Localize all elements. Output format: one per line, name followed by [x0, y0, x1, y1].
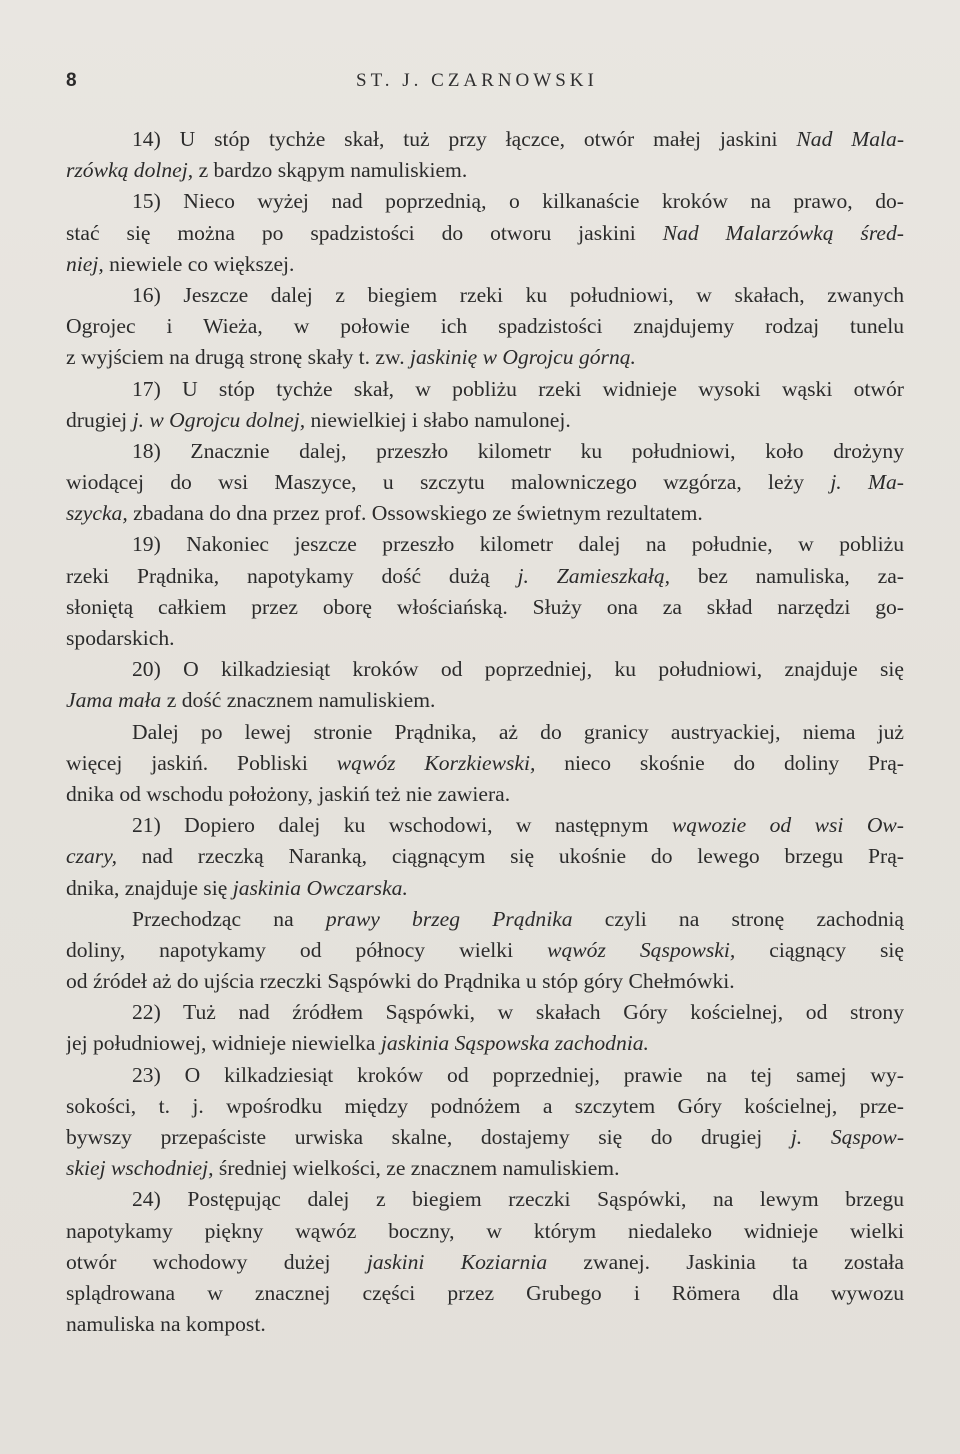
text-line — [66, 1184, 904, 1215]
text-line — [66, 1122, 904, 1153]
text-run: słoniętą całkiem przez oborę włościańską. Służy ona za skład narzędzi go- — [66, 594, 904, 619]
text-run: ciągnący się — [735, 937, 904, 962]
italic-text: jaskini Koziarnia — [366, 1249, 548, 1274]
text-run: więcej jaskiń. Pobliski — [66, 750, 337, 775]
text-line — [66, 935, 904, 966]
paragraph — [66, 529, 904, 654]
text-run: otwór wchodowy dużej — [66, 1249, 367, 1274]
text-run: 20) O kilkadziesiąt kroków od poprzedniej, ku południowi, znajduje się — [132, 657, 904, 682]
paragraph — [66, 997, 904, 1059]
text-run: z wyjściem na drugą stronę skały t. zw. — [66, 345, 411, 370]
text-line — [66, 685, 904, 716]
text-run: 14) U stóp tychże skał, tuż przy łączce, otwór małej jaskini — [132, 127, 797, 151]
italic-text: wąwozie od wsi Ow- — [671, 813, 904, 838]
text-line — [66, 1216, 904, 1247]
text-line — [66, 249, 904, 280]
italic-text: j. Zamieszkałą, — [517, 563, 671, 588]
text-line — [66, 997, 904, 1028]
italic-text: niej, — [66, 251, 104, 276]
italic-text: jaskinia Sąspowska zachodnia. — [380, 1031, 649, 1056]
paragraph — [66, 374, 904, 436]
paragraph — [66, 654, 904, 716]
italic-text: j. Sąspow- — [790, 1125, 904, 1149]
text-run: z dość znacznem namuliskiem. — [161, 688, 436, 713]
text-run: Dalej po lewej stronie Prądnika, aż do granicy austryackiej, niema już — [132, 719, 904, 744]
italic-text: wąwóz Sąspowski, — [547, 937, 736, 962]
text-run: 15) Nieco wyżej nad poprzednią, o kilkanaście kroków na prawo, do- — [132, 189, 904, 214]
text-run: 24) Postępując dalej z biegiem rzeczki Sąspówki, na lewym brzegu — [132, 1187, 904, 1212]
paragraph — [66, 1184, 904, 1340]
text-line — [66, 841, 904, 872]
text-run: 22) Tuż nad źródłem Sąspówki, w skałach Góry kościelnej, od strony — [132, 1000, 904, 1025]
text-run: Przechodząc na — [132, 906, 326, 931]
italic-text: prawy brzeg Prądnika — [325, 906, 573, 931]
italic-text: Nad Mala- — [796, 127, 904, 151]
text-line — [66, 467, 904, 498]
text-run: bywszy przepaściste urwiska skalne, dostajemy się do drugiej — [66, 1125, 791, 1149]
page-header — [66, 70, 902, 100]
text-run: sokości, t. j. wpośrodku między podnóżem a szczytem Góry kościelnej, prze- — [66, 1093, 904, 1118]
text-line — [66, 717, 904, 748]
paragraph — [66, 186, 904, 280]
italic-text: czary, — [66, 844, 117, 869]
italic-text: j. Ma- — [830, 470, 904, 495]
text-line — [66, 966, 904, 997]
text-run: spodarskich. — [66, 626, 175, 650]
paragraph — [66, 124, 904, 186]
text-line — [66, 405, 904, 436]
text-run: bez namuliska, za- — [670, 563, 904, 588]
text-run: niewiele co większej. — [103, 251, 295, 276]
text-line — [66, 1278, 904, 1309]
paragraph — [66, 436, 904, 530]
text-run: niewielkiej i słabo namulonej. — [305, 407, 571, 432]
running-head: ST. J. CZARNOWSKI — [356, 70, 598, 91]
italic-text: szycka, — [66, 501, 128, 526]
text-line — [66, 311, 904, 342]
text-run: od źródeł aż do ujścia rzeczki Sąspówki do Prądnika u stóp góry Chełmówki. — [66, 969, 735, 994]
text-run: czyli na stronę zachodnią — [572, 906, 904, 931]
paragraph — [66, 1060, 904, 1185]
text-run: 23) O kilkadziesiąt kroków od poprzedniej, prawie na tej samej wy- — [132, 1062, 904, 1087]
text-line — [66, 1153, 904, 1184]
text-line — [66, 810, 904, 841]
paragraph — [66, 717, 904, 811]
text-run: nad rzeczką Naranką, ciągnącym się ukośnie do lewego brzegu Prą- — [116, 844, 904, 869]
paragraph — [66, 280, 904, 374]
text-line — [66, 1309, 904, 1340]
text-run: średniej wielkości, ze znacznem namuliskiem. — [213, 1156, 620, 1181]
text-line — [66, 623, 904, 654]
text-run: namuliska na kompost. — [66, 1312, 266, 1337]
text-run: zbadana do dna przez prof. Ossowskiego ze świetnym rezultatem. — [127, 501, 703, 526]
text-run: 19) Nakoniec jeszcze przeszło kilometr dalej na południe, w pobliżu — [132, 532, 904, 557]
text-run: 21) Dopiero dalej ku wschodowi, w następnym — [132, 813, 672, 838]
paragraph — [66, 904, 904, 998]
italic-text: rzówką dolnej, — [66, 158, 194, 183]
text-line — [66, 561, 904, 592]
text-run: splądrowana w znacznej części przez Grubego i Römera dla wywozu — [66, 1280, 904, 1305]
text-line — [66, 498, 904, 529]
text-run: rzeki Prądnika, napotykamy dość dużą — [66, 563, 518, 588]
text-run: z bardzo skąpym namuliskiem. — [193, 158, 468, 183]
text-line — [66, 1060, 904, 1091]
text-line — [66, 779, 904, 810]
text-line — [66, 529, 904, 560]
italic-text: Jama mała — [66, 688, 162, 713]
text-line — [66, 1091, 904, 1122]
text-run: 17) U stóp tychże skał, w pobliżu rzeki widnieje wysoki wąski otwór — [132, 376, 904, 401]
text-run: wiodącej do wsi Maszyce, u szczytu malowniczego wzgórza, leży — [66, 470, 831, 495]
text-line — [66, 654, 904, 685]
text-line — [66, 748, 904, 779]
text-line — [66, 436, 904, 467]
text-line — [66, 904, 904, 935]
text-run: dnika, znajduje się — [66, 875, 233, 900]
italic-text: jaskinię w Ogrojcu górną. — [410, 345, 636, 370]
text-run: jej południowej, widnieje niewielka — [66, 1031, 381, 1056]
text-line — [66, 374, 904, 405]
text-run: zwanej. Jaskinia ta została — [547, 1249, 904, 1274]
italic-text: j. w Ogrojcu dolnej, — [132, 407, 306, 432]
italic-text: Nad Malarzówką śred- — [662, 220, 904, 245]
text-line — [66, 1247, 904, 1278]
text-line — [66, 155, 904, 186]
page-number: 8 — [66, 70, 77, 91]
text-line — [66, 186, 904, 217]
text-line — [66, 1028, 904, 1059]
text-run: nieco skośnie do doliny Prą- — [535, 750, 904, 775]
text-run: stać się można po spadzistości do otworu jaskini — [66, 220, 663, 245]
text-run: doliny, napotykamy od północy wielki — [66, 937, 548, 962]
text-run: drugiej — [66, 407, 133, 432]
text-line — [66, 124, 904, 155]
text-run: Ogrojec i Wieża, w połowie ich spadzistości znajdujemy rodzaj tunelu — [66, 314, 904, 339]
text-line — [66, 592, 904, 623]
text-line — [66, 342, 904, 373]
italic-text: jaskinia Owczarska. — [232, 875, 408, 900]
text-run: 16) Jeszcze dalej z biegiem rzeki ku południowi, w skałach, zwanych — [132, 282, 904, 307]
italic-text: skiej wschodniej, — [66, 1156, 214, 1181]
paragraph — [66, 810, 904, 904]
text-line — [66, 280, 904, 311]
italic-text: wąwóz Korzkiewski, — [336, 750, 536, 775]
text-run: napotykamy piękny wąwóz boczny, w którym niedaleko widnieje wielki — [66, 1218, 904, 1243]
text-line — [66, 218, 904, 249]
body-text — [66, 124, 904, 1340]
text-line — [66, 873, 904, 904]
text-run: dnika od wschodu położony, jaskiń też nie zawiera. — [66, 781, 511, 806]
text-run: 18) Znacznie dalej, przeszło kilometr ku południowi, koło drożyny — [132, 438, 904, 463]
